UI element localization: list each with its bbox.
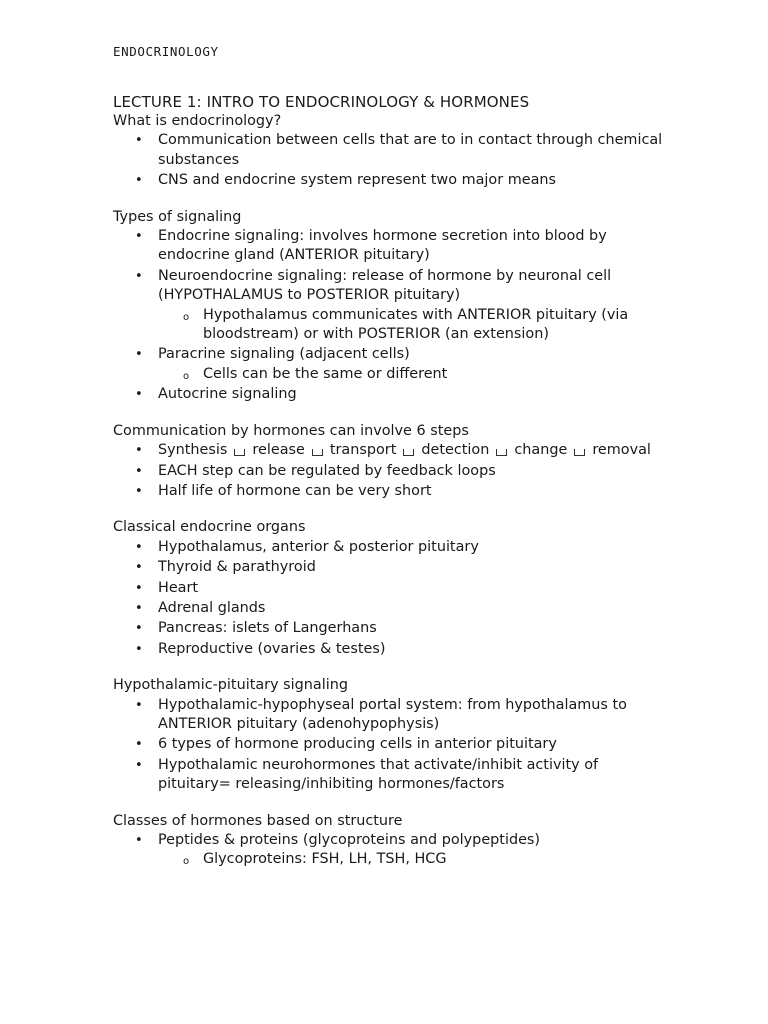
sub-bullet-icon: o [183, 370, 190, 382]
list-item-text: Heart [158, 579, 199, 596]
list-item-text: Communication between cells that are to in contact through chemical substances [158, 132, 663, 168]
bullet-icon: • [135, 600, 143, 616]
list-item-text: EACH step can be regulated by feedback loops [158, 462, 496, 479]
arrow-icon [496, 449, 507, 456]
bullet-icon: • [135, 347, 143, 363]
page-header: ENDOCRINOLOGY [113, 44, 219, 59]
list-item [113, 345, 673, 384]
sub-bullet-list [158, 850, 673, 869]
list-item [113, 227, 673, 266]
arrow-icon [312, 449, 323, 456]
list-item-text: Hypothalamic-hypophyseal portal system: from hypothalamus to ANTERIOR pituitary (adenohypophysis) [158, 696, 627, 732]
section-heading: Classes of hormones based on structure [113, 812, 403, 829]
bullet-icon: • [135, 737, 143, 753]
sub-bullet-icon: o [183, 856, 190, 868]
section-2 [113, 422, 673, 502]
list-item-text: Endocrine signaling: involves hormone secretion into blood by endocrine gland (ANTERIOR pituitary) [158, 228, 607, 264]
list-item-text: Hypothalamic neurohormones that activate/inhibit activity of pituitary= releasing/inhibiting hormones/factors [158, 756, 599, 793]
sub-list-item-text: Hypothalamus communicates with ANTERIOR pituitary (via bloodstream) or with POSTERIOR (an extension) [203, 306, 629, 343]
list-item-text: Adrenal glands [158, 599, 266, 616]
bullet-icon: • [135, 173, 143, 189]
bullet-icon: • [135, 133, 143, 149]
list-item [113, 558, 673, 577]
arrow-icon [403, 449, 414, 456]
bullet-list [113, 131, 673, 190]
list-item [113, 640, 673, 659]
list-item-text: Reproductive (ovaries & testes) [158, 640, 386, 657]
sub-bullet-list [158, 365, 673, 384]
bullet-icon: • [135, 443, 143, 459]
list-item [113, 599, 673, 618]
sub-list-item-text: Glycoproteins: FSH, LH, TSH, HCG [203, 851, 447, 868]
document-body [113, 92, 673, 871]
arrow-icon [234, 449, 245, 456]
list-item-text: Paracrine signaling (adjacent cells) [158, 346, 410, 363]
bullet-icon: • [135, 560, 143, 576]
bullet-icon: • [135, 621, 143, 637]
list-item [113, 171, 673, 190]
step-label: release [252, 442, 305, 459]
list-item [113, 538, 673, 557]
lecture-title: LECTURE 1: INTRO TO ENDOCRINOLOGY & HORMONES [113, 93, 530, 111]
step-label: Synthesis [158, 442, 228, 459]
list-item [113, 267, 673, 345]
step-label: detection [421, 442, 490, 459]
list-item-text: Pancreas: islets of Langerhans [158, 620, 377, 637]
bullet-list [113, 831, 673, 870]
list-item-text: Half life of hormone can be very short [158, 482, 432, 499]
list-item [113, 385, 673, 404]
section-heading: Classical endocrine organs [113, 519, 306, 536]
bullet-list [113, 441, 673, 501]
bullet-icon: • [135, 833, 143, 848]
bullet-list [113, 227, 673, 405]
arrow-icon [574, 449, 585, 456]
section-1 [113, 208, 673, 405]
list-item [113, 619, 673, 638]
sub-list-item-text: Cells can be the same or different [203, 365, 448, 382]
sections-container [113, 112, 673, 870]
section-3 [113, 518, 673, 659]
section-0 [113, 112, 673, 191]
bullet-icon: • [135, 539, 143, 555]
list-item [113, 462, 673, 481]
list-item-text: Hypothalamus, anterior & posterior pituitary [158, 538, 479, 555]
section-heading: What is endocrinology? [113, 113, 282, 129]
list-item-text: 6 types of hormone producing cells in anterior pituitary [158, 736, 557, 753]
list-item [113, 579, 673, 598]
bullet-icon: • [135, 697, 143, 713]
steps-sequence [158, 442, 651, 458]
bullet-icon: • [135, 229, 143, 245]
step-label: transport [329, 442, 397, 459]
sub-bullet-icon: o [183, 311, 190, 323]
list-item [113, 441, 673, 460]
list-item [113, 756, 673, 795]
bullet-icon: • [135, 580, 143, 596]
list-item-text: CNS and endocrine system represent two major means [158, 172, 557, 189]
section-heading: Types of signaling [113, 208, 242, 225]
list-item [113, 482, 673, 501]
list-item [113, 831, 673, 870]
section-5 [113, 812, 673, 870]
step-label: removal [592, 442, 651, 459]
bullet-icon: • [135, 387, 143, 403]
bullet-icon: • [135, 268, 143, 284]
list-item [113, 735, 673, 754]
list-item [113, 131, 673, 170]
section-heading: Hypothalamic-pituitary signaling [113, 677, 348, 694]
list-item-text: Autocrine signaling [158, 386, 297, 403]
list-item [113, 696, 673, 735]
bullet-list [113, 538, 673, 659]
step-label: change [514, 442, 568, 459]
bullet-icon: • [135, 463, 143, 479]
bullet-icon: • [135, 641, 143, 657]
bullet-list [113, 696, 673, 795]
section-heading: Communication by hormones can involve 6 steps [113, 422, 469, 439]
sub-bullet-list [158, 306, 673, 345]
sub-list-item [158, 365, 673, 384]
sub-list-item [158, 306, 673, 345]
list-item-text: Thyroid & parathyroid [158, 559, 316, 576]
bullet-icon: • [135, 483, 143, 499]
section-4 [113, 676, 673, 794]
list-item-text: Peptides & proteins (glycoproteins and polypeptides) [158, 832, 541, 848]
sub-list-item [158, 850, 673, 869]
bullet-icon: • [135, 757, 143, 773]
list-item-text: Neuroendocrine signaling: release of hormone by neuronal cell (HYPOTHALAMUS to POSTERIOR pituitary) [158, 267, 612, 304]
